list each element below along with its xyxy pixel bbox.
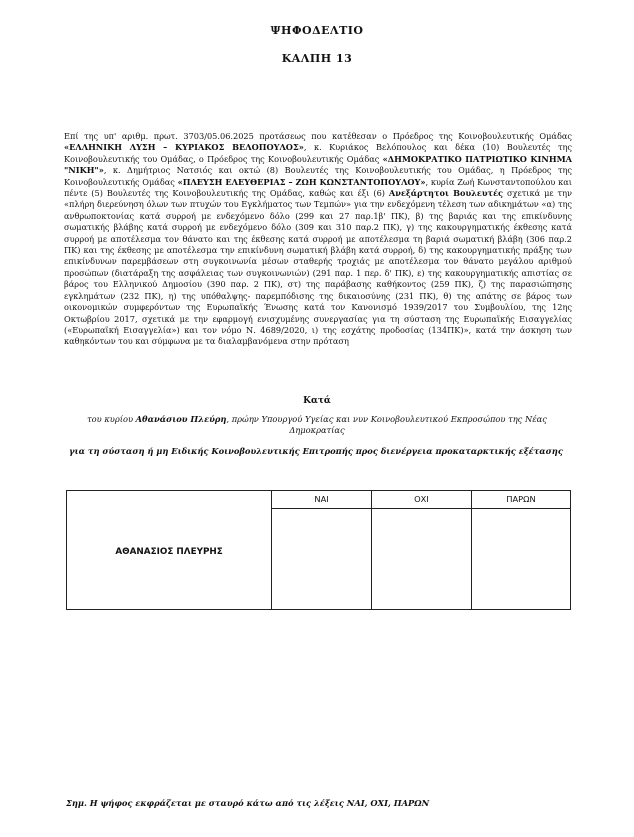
proposal-paragraph — [64, 131, 572, 348]
voting-table — [66, 490, 571, 610]
candidate-name: ΑΘΑΝΑΣΙΟΣ ΠΛΕΥΡΗΣ — [67, 491, 272, 610]
purpose-statement: για τη σύσταση ή μη Ειδικής Κοινοβουλευτικής Επιτροπής προς διενέργεια προκαταρκτικής εξέτασης — [69, 446, 563, 456]
option-yes-label: ΝΑΙ — [272, 491, 372, 509]
independent-mps: Ανεξάρτητοι Βουλευτές — [388, 188, 504, 199]
party-name-niki: «ΔΗΜΟΚΡΑΤΙΚΟ ΠΑΤΡΙΩΤΙΚΟ ΚΙΝΗΜΑ "ΝΙΚΗ"» — [64, 153, 572, 176]
party-name-elliniki-lysi: «ΕΛΛΗΝΙΚΗ ΛΥΣΗ – ΚΥΡΙΑΚΟΣ ΒΕΛΟΠΟΥΛΟΣ» — [64, 142, 304, 153]
proposal-text-1: Επί της υπ' αριθμ. πρωτ. 3703/05.06.2025 προτάσεως που κατέθεσαν ο Πρόεδρος της Κοινοβουλευτικής Ομάδας — [64, 131, 572, 141]
accused-role: , πρώην Υπουργού Υγείας και νυν Κοινοβουλευτικού Εκπροσώπου της Νέας Δημοκρατίας — [226, 414, 547, 435]
option-present-label: ΠΑΡΩΝ — [471, 491, 570, 509]
proposal-text-3: , κ. Δημήτριος Νατσιός και οκτώ (8) Βουλευτές της Κοινοβουλευτικής του Ομάδας, η Πρόεδρος της Κοινοβουλευτικής Ομάδας — [64, 165, 572, 187]
document-title: ΨΗΦΟΔΕΛΤΙΟ — [270, 24, 364, 37]
against-heading: Κατά — [303, 396, 331, 406]
accused-prefix: του κυρίου — [87, 414, 136, 424]
vote-box-present[interactable] — [471, 509, 570, 610]
proposal-text-2: , κ. Κυριάκος Βελόπουλος και δέκα (10) Βουλευτές της Κοινοβουλευτικής του Ομάδας, ο Πρόεδρος της Κοινοβουλευτικής Ομάδας — [64, 142, 573, 164]
accused-name: Αθανάσιου Πλεύρη — [135, 414, 227, 424]
accused-description — [78, 414, 556, 436]
ballot-box-number: ΚΑΛΠΗ 13 — [281, 52, 353, 65]
party-name-plefsi: «ΠΛΕΥΣΗ ΕΛΕΥΘΕΡΙΑΣ – ΖΩΗ ΚΩΝΣΤΑΝΤΟΠΟΥΛΟΥ» — [177, 176, 426, 187]
voting-note: Σημ. Η ψήφος εκφράζεται με σταυρό κάτω από τις λέξεις ΝΑΙ, ΟΧΙ, ΠΑΡΩΝ — [66, 798, 430, 808]
vote-box-no[interactable] — [371, 509, 471, 610]
vote-box-yes[interactable] — [272, 509, 372, 610]
option-no-label: ΟΧΙ — [371, 491, 471, 509]
proposal-text-6: , κατά την άσκηση των καθηκόντων του και σύμφωνα με τα διαλαμβανόμενα στην πρόταση — [64, 324, 572, 347]
proposal-text-5: σχετικά με την «πλήρη διερεύνηση όλων των πτυχών του Εγκλήματος των Τεμπών» για την ενδεχόμενη τέλεση των αδικημάτων «α) της ανθρωποκτονίας κατά συρροή με ενδεχόμενο δόλο (299 και 27 παρ.1β' ΠΚ), β) της βαριάς και της επικίνδυνης σωματικής βλάβης κατά συρροή με ενδεχόμενο δόλο (309 και 310 παρ.2 ΠΚ), γ) της κακουργηματικής έκθεσης κατά συρροή με αποτέλεσμα τον θάνατο και της έκθεσης κατά συρροή με αποτέλεσμα τη βαριά σωματική βλάβη (306 παρ.2 ΠΚ) και της έκθεσης με αποτέλεσμα την επικίνδυνη σωματική βλάβη κατά συρροή, δ) της κακουργηματικής πράξης των επικίνδυνων παρεμβάσεων στη συγκοινωνία μέσων σταθερής τροχιάς με αποτέλεσμα τον θάνατο μεγάλου αριθμού προσώπων (διατάραξη της ασφάλειας των συγκοινωνιών) (291 παρ. 1 περ. δ' ΠΚ), ε) της κακουργηματικής απιστίας σε βάρος του Ελληνικού Δημοσίου (390 παρ. 2 ΠΚ), στ) της παράβασης καθήκοντος (259 ΠΚ), ζ) της παρασιώπησης εγκλημάτων (232 ΠΚ), η) της υπόθαλψης- παρεμπόδισης της δικαιοσύνης (231 ΠΚ), θ) της απάτης σε βάρος των οικονομικών συμφερόντων της Ευρωπαϊκής Ένωσης κατά τον Κανονισμό 1939/2017 του Συμβουλίου, της 12ης Οκτωβρίου 2017, σχετικά με την εφαρμογή ενισχυμένης συνεργασίας για τη σύσταση της Ευρωπαϊκής Εισαγγελίας («Ευρωπαϊκή Εισαγγελία») και τον νόμο Ν. 4689/2020, ι) της εσχάτης προδοσίας (134ΠΚ)» — [64, 188, 572, 335]
proposal-text-4: , κυρία Ζωή Κωνσταντοπούλου και πέντε (5) Βουλευτές της Κοινοβουλευτικής της Ομάδας, καθώς και έξι (6) — [64, 176, 572, 199]
